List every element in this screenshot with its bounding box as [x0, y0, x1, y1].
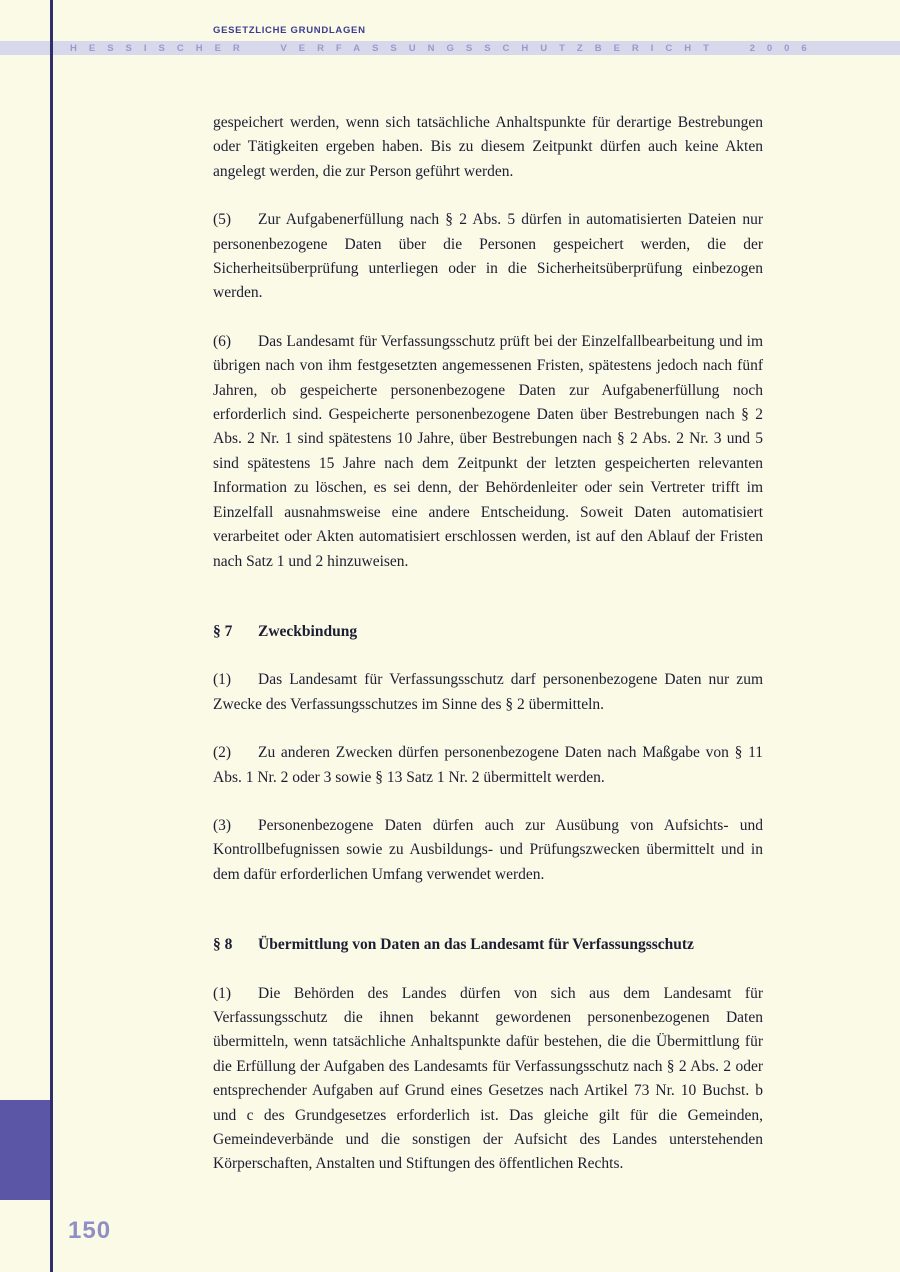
page-number: 150 — [68, 1217, 112, 1244]
paragraph-text: Zur Aufgabenerfüllung nach § 2 Abs. 5 dürfen in automatisierten Dateien nur personenbezogene Daten über die Personen gespeichert werden, die der Sicherheitsüberprüfung unterliegen oder in die Sicherheitsüberprüfung einbezogen werden. — [213, 211, 763, 302]
left-vertical-rule — [50, 0, 53, 1272]
paragraph-number: (1) — [213, 671, 232, 689]
paragraph-number: (5) — [213, 211, 232, 229]
section-heading-par8 — [213, 933, 763, 957]
paragraph-text: Zu anderen Zwecken dürfen personenbezogene Daten nach Maßgabe von § 11 Abs. 1 Nr. 2 oder 3 sowie § 13 Satz 1 Nr. 2 übermittelt werden. — [213, 744, 763, 786]
paragraph-number: (1) — [213, 984, 232, 1002]
paragraph-text: Das Landesamt für Verfassungsschutz darf personenbezogene Daten nur zum Zwecke des Verfassungsschutzes im Sinne des § 2 übermitteln. — [213, 671, 763, 713]
paragraph-continuation — [213, 111, 763, 184]
paragraph-par7-abs1 — [213, 668, 763, 717]
section-heading-par7 — [213, 620, 763, 644]
paragraph-abs6 — [213, 330, 763, 574]
legal-text-body — [213, 111, 763, 1201]
paragraph-par8-abs1 — [213, 982, 763, 1177]
section-label: GESETZLICHE GRUNDLAGEN — [213, 25, 366, 36]
section-number: § 8 — [213, 936, 233, 954]
paragraph-text: Personenbezogene Daten dürfen auch zur Ausübung von Aufsichts- und Kontrollbefugnissen sowie zu Ausbildungs- und Prüfungszwecken übermittelt und in dem dafür erforderlichen Umfang verwendet werden. — [213, 816, 763, 883]
header-band — [0, 41, 900, 55]
bottom-left-accent-block — [0, 1100, 50, 1200]
paragraph-par7-abs2 — [213, 741, 763, 790]
paragraph-number: (3) — [213, 816, 232, 834]
header-band-text: HESSISCHER VERFASSUNGSSCHUTZBERICHT 2006 — [70, 43, 819, 54]
section-title: Übermittlung von Daten an das Landesamt für Verfassungsschutz — [258, 936, 694, 954]
paragraph-text: Das Landesamt für Verfassungsschutz prüft bei der Einzelfallbearbeitung und im übrigen nach von ihm festgesetzten angemessenen Fristen, spätestens jedoch nach fünf Jahren, ob gespeicherte personenbezogene Daten zur Aufgabenerfüllung noch erforderlich sind. Gespeicherte personenbezogene Daten über Bestrebungen nach § 2 Abs. 2 Nr. 1 sind spätestens 10 Jahre, über Bestrebungen nach § 2 Abs. 2 Nr. 3 und 5 sind spätestens 15 Jahre nach dem Zeitpunkt der letzten gespeicherten relevanten Information zu löschen, es sei denn, der Behördenleiter oder sein Vertreter trifft im Einzelfall ausnahmsweise eine andere Entscheidung. Soweit Daten automatisiert verarbeitet oder Akten automatisiert erschlossen werden, ist auf den Ablauf der Fristen nach Satz 1 und 2 hinzuweisen. — [213, 332, 763, 570]
paragraph-text: gespeichert werden, wenn sich tatsächliche Anhaltspunkte für derartige Bestrebungen oder Tätigkeiten ergeben haben. Bis zu diesem Zeitpunkt dürfen auch keine Akten angelegt werden, die zur Person geführt werden. — [213, 114, 763, 180]
paragraph-text: Die Behörden des Landes dürfen von sich aus dem Landesamt für Verfassungsschutz die ihnen bekannt gewordenen personenbezogenen Daten übermitteln, wenn tatsächliche Anhaltspunkte dafür bestehen, die die Übermittlung für die Erfüllung der Aufgaben des Landesamts für Verfassungsschutz nach § 2 Abs. 2 oder entsprechender Aufgaben auf Grund eines Gesetzes nach Artikel 73 Nr. 10 Buchst. b und c des Grundgesetzes erforderlich ist. Das gleiche gilt für die Gemeinden, Gemeindeverbände und die sonstigen der Aufsicht des Landes unterstehenden Körperschaften, Anstalten und Stiftungen des öffentlichen Rechts. — [213, 984, 763, 1173]
paragraph-abs5 — [213, 208, 763, 306]
paragraph-par7-abs3 — [213, 814, 763, 887]
section-title: Zweckbindung — [258, 622, 358, 640]
section-number: § 7 — [213, 622, 233, 640]
paragraph-number: (6) — [213, 332, 232, 350]
paragraph-number: (2) — [213, 744, 232, 762]
